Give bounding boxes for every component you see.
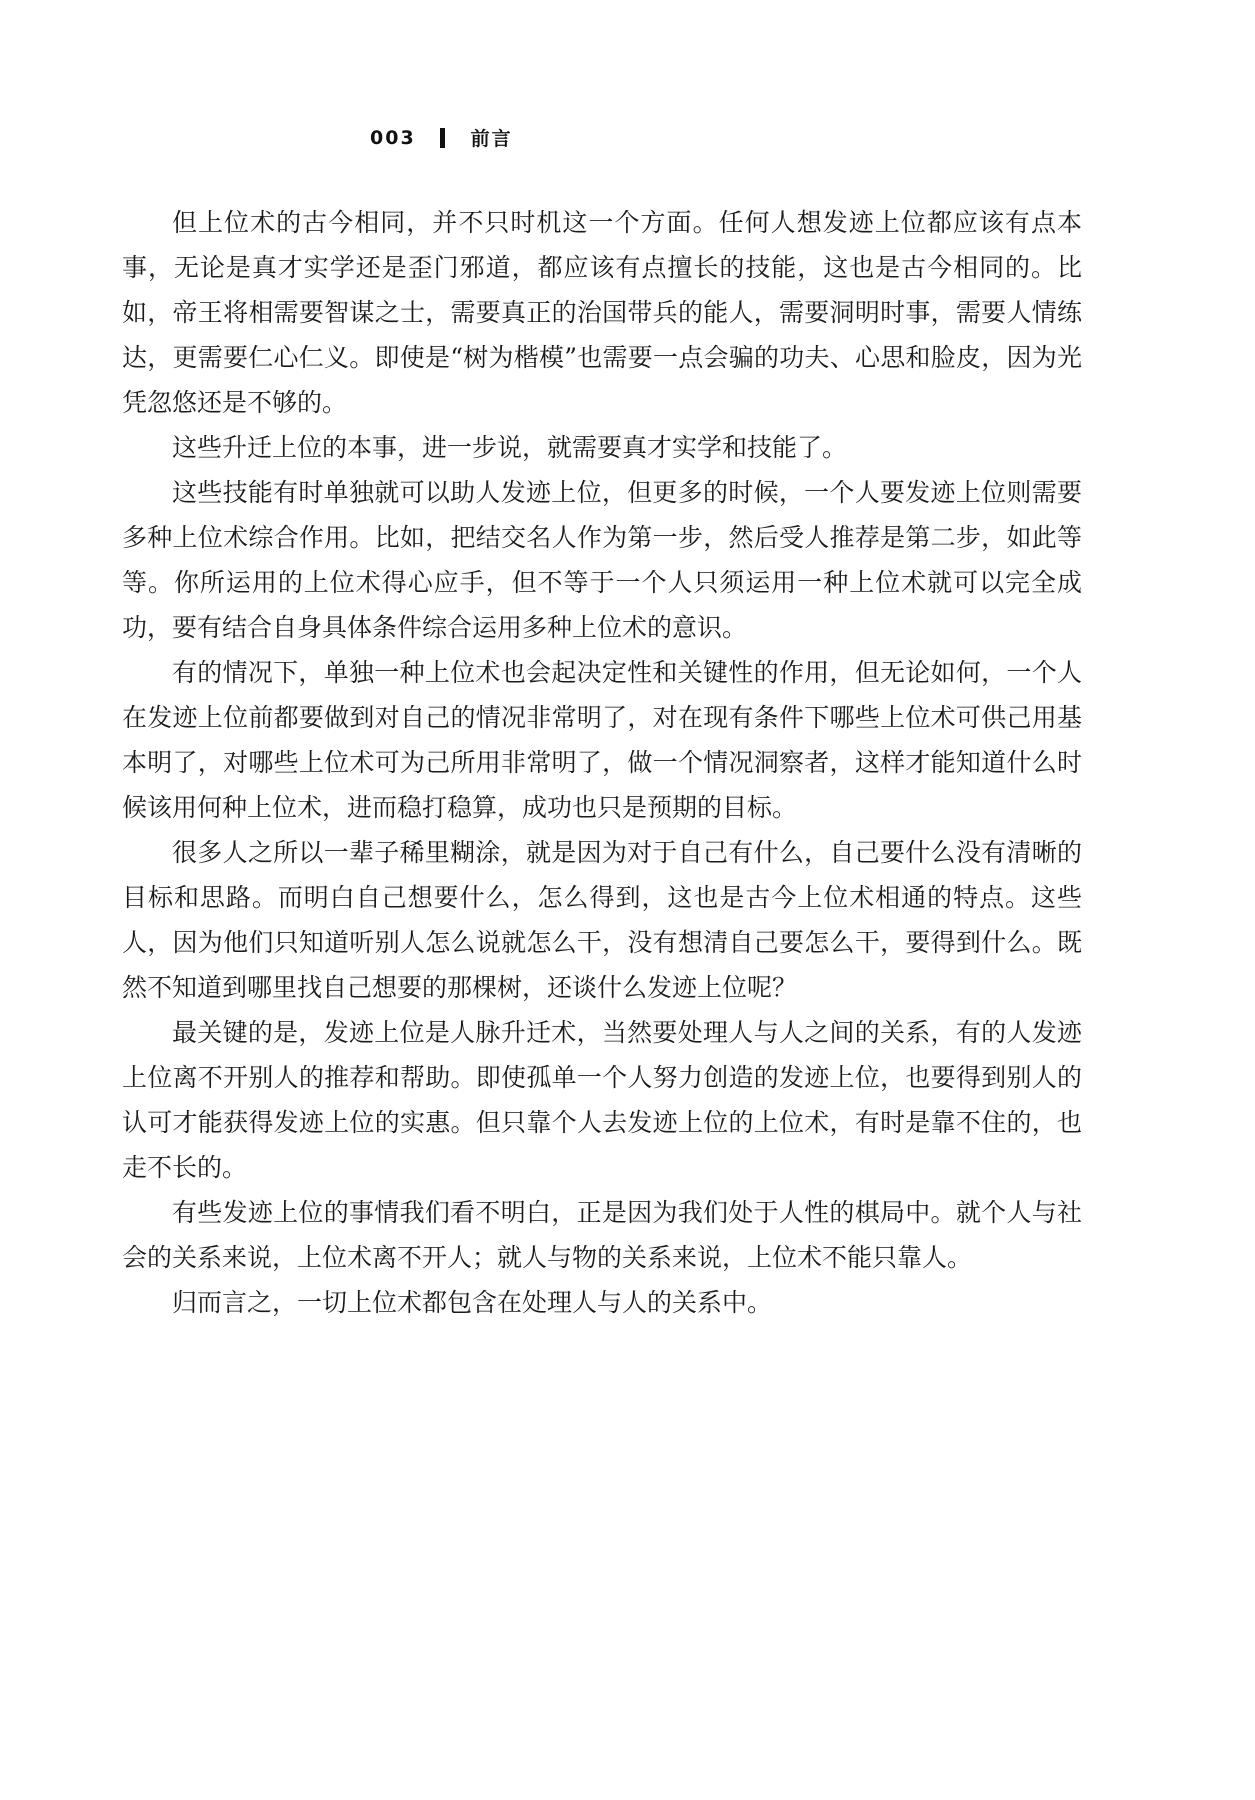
paragraph: 很多人之所以一辈子稀里糊涂，就是因为对于自己有什么，自己要什么没有清晰的目标和思路。而明白自己想要什么，怎么得到，这也是古今上位术相通的特点。这些人，因为他们只知道听别人怎么说就怎么干，没有想清自己要怎么干，要得到什么。既然不知道到哪里找自己想要的那棵树，还谈什么发迹上位呢？	[122, 838, 1082, 1002]
body-text	[122, 200, 1082, 1325]
paragraph: 最关键的是，发迹上位是人脉升迁术，当然要处理人与人之间的关系，有的人发迹上位离不开别人的推荐和帮助。即使孤单一个人努力创造的发迹上位，也要得到别人的认可才能获得发迹上位的实惠。但只靠个人去发迹上位的上位术，有时是靠不住的，也走不长的。	[122, 1018, 1082, 1182]
paragraph: 这些升迁上位的本事，进一步说，就需要真才实学和技能了。	[172, 433, 848, 462]
paragraph: 有些发迹上位的事情我们看不明白，正是因为我们处于人性的棋局中。就个人与社会的关系来说，上位术离不开人；就人与物的关系来说，上位术不能只靠人。	[122, 1198, 1082, 1272]
paragraph: 但上位术的古今相同，并不只时机这一个方面。任何人想发迹上位都应该有点本事，无论是真才实学还是歪门邪道，都应该有点擅长的技能，这也是古今相同的。比如，帝王将相需要智谋之士，需要真正的治国带兵的能人，需要洞明时事，需要人情练达，更需要仁心仁义。即使是“树为楷模”也需要一点会骗的功夫、心思和脸皮，因为光凭忽悠还是不够的。	[122, 208, 1082, 417]
paragraph: 有的情况下，单独一种上位术也会起决定性和关键性的作用，但无论如何，一个人在发迹上位前都要做到对自己的情况非常明了，对在现有条件下哪些上位术可供己用基本明了，对哪些上位术可为己所用非常明了，做一个情况洞察者，这样才能知道什么时候该用何种上位术，进而稳打稳算，成功也只是预期的目标。	[122, 658, 1082, 822]
page-number: 003	[370, 126, 416, 149]
header-separator	[440, 128, 445, 148]
section-title: 前言	[470, 128, 513, 150]
running-header	[370, 124, 513, 151]
paragraph: 归而言之，一切上位术都包含在处理人与人的关系中。	[172, 1288, 773, 1317]
paragraph: 这些技能有时单独就可以助人发迹上位，但更多的时候，一个人要发迹上位则需要多种上位术综合作用。比如，把结交名人作为第一步，然后受人推荐是第二步，如此等等。你所运用的上位术得心应手，但不等于一个人只须运用一种上位术就可以完全成功，要有结合自身具体条件综合运用多种上位术的意识。	[122, 478, 1082, 642]
